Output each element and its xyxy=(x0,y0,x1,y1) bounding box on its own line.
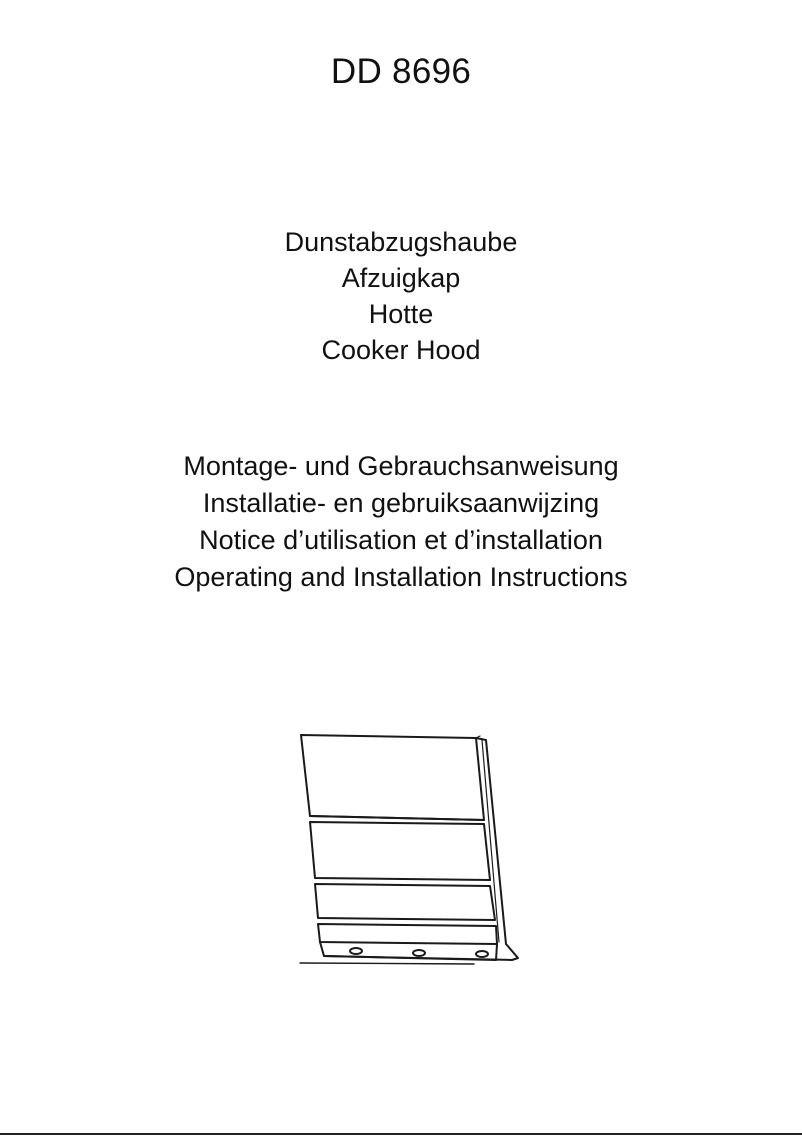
product-name-german: Dunstabzugshaube xyxy=(284,227,518,257)
product-name-french: Hotte xyxy=(368,299,434,329)
product-name-dutch: Afzuigkap xyxy=(341,263,461,293)
page-bottom-divider xyxy=(0,1133,802,1135)
instruction-title-english: Operating and Installation Instructions xyxy=(174,562,628,592)
cooker-hood-illustration xyxy=(296,730,528,970)
instruction-title-german: Montage- und Gebrauchsanweisung xyxy=(183,451,619,481)
instruction-title-dutch: Installatie- en gebruiksaanwijzing xyxy=(202,488,600,518)
cooker-hood-icon xyxy=(296,730,528,970)
product-name-english: Cooker Hood xyxy=(321,335,481,365)
model-number: DD 8696 xyxy=(330,52,472,91)
instruction-title-list xyxy=(0,448,802,596)
instruction-title-french: Notice d’utilisation et d’installation xyxy=(199,525,603,555)
product-name-list xyxy=(0,224,802,368)
